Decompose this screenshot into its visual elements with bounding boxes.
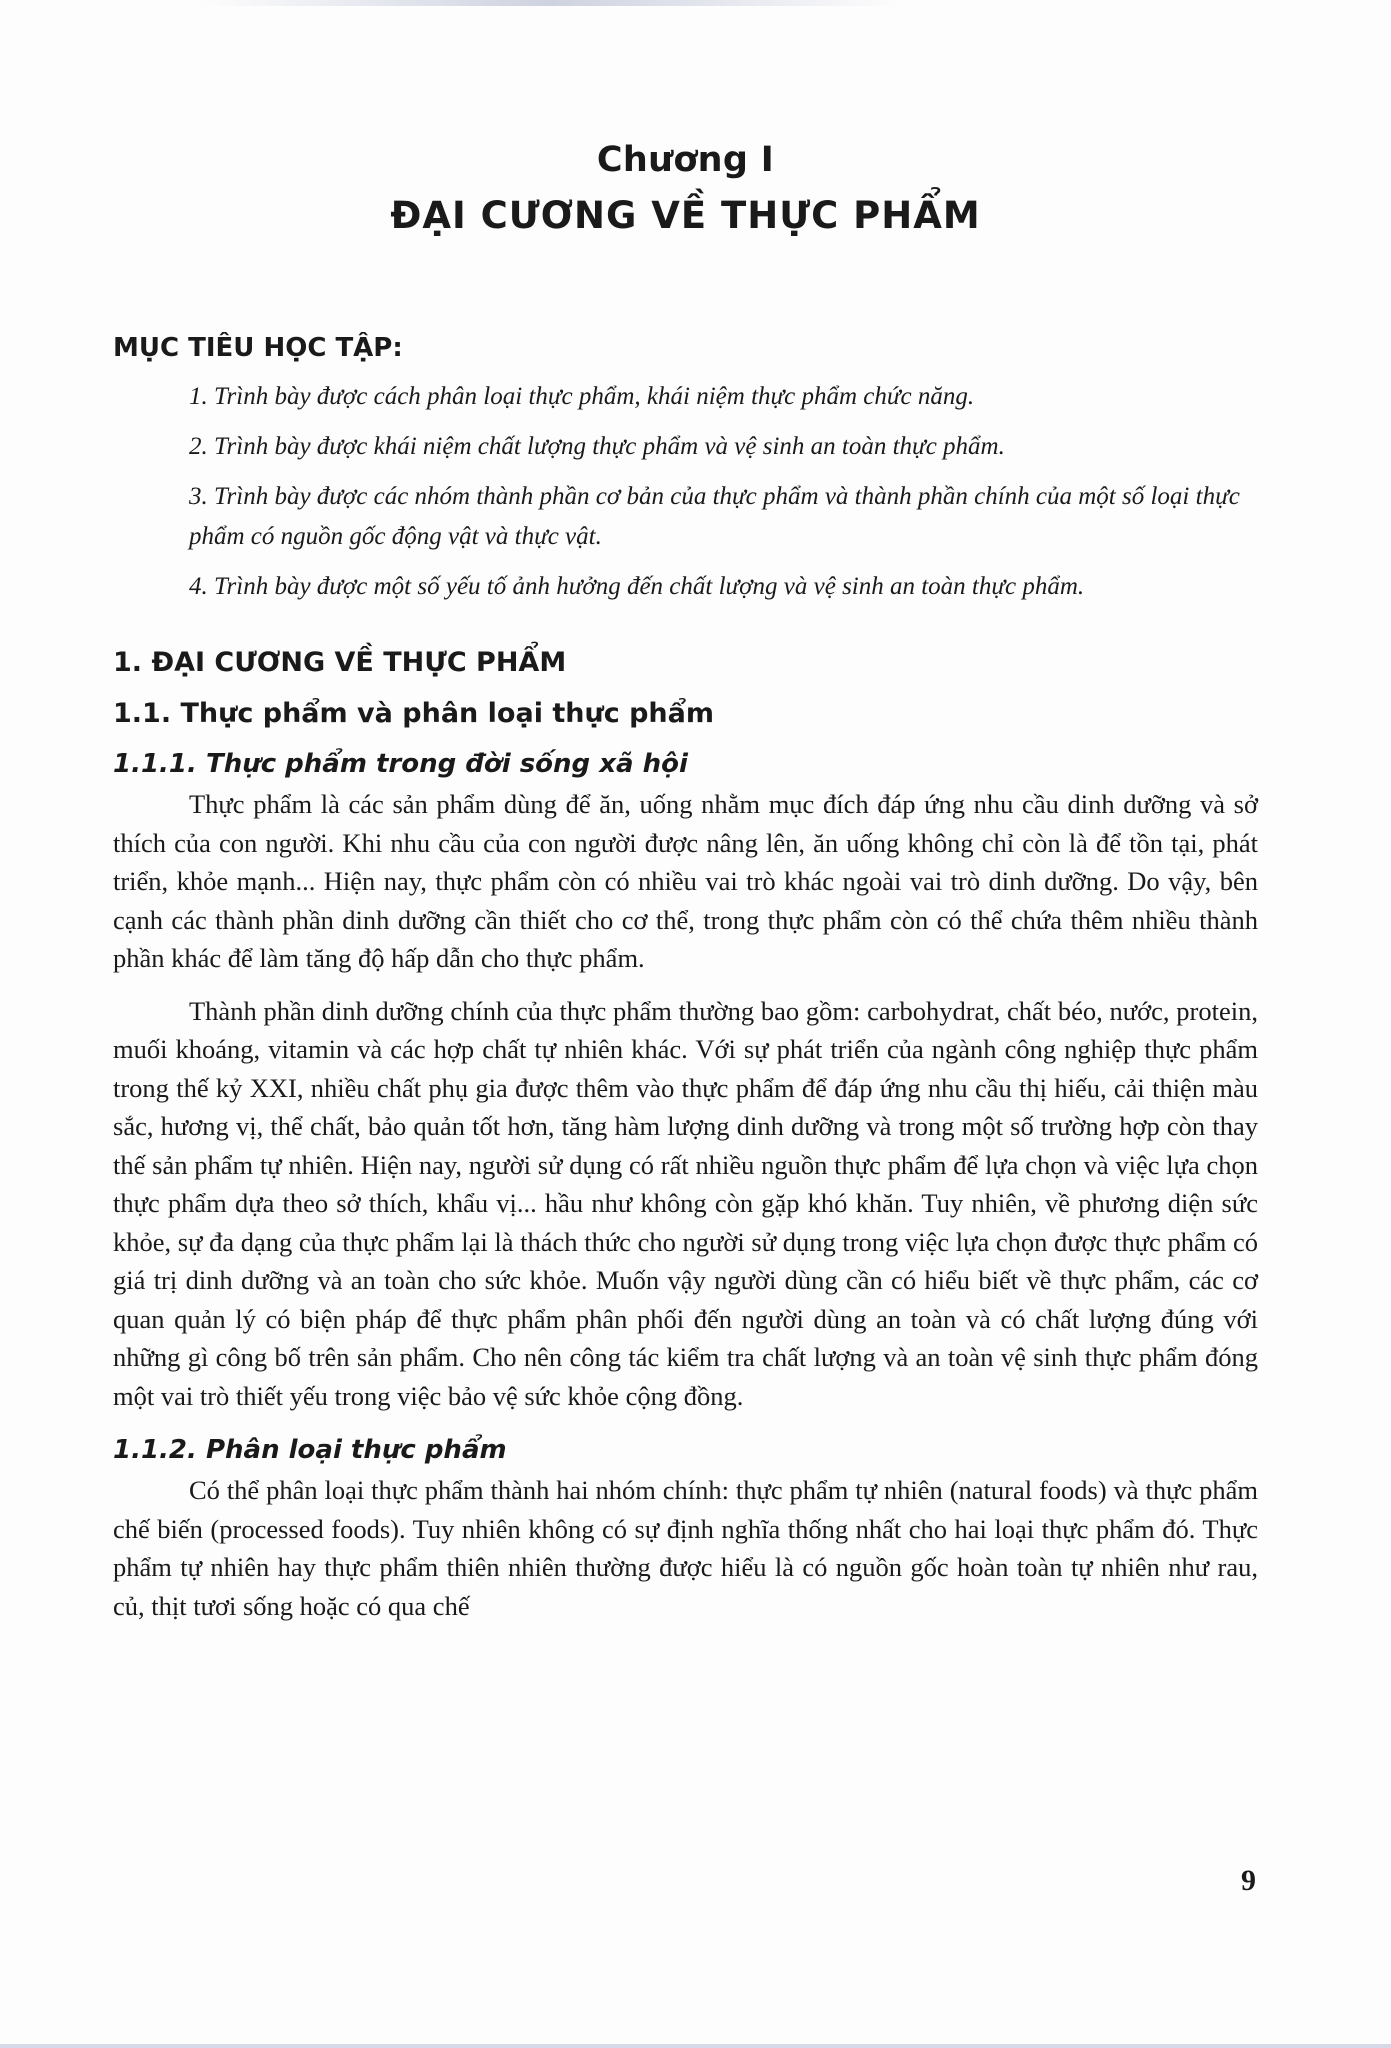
chapter-title: ĐẠI CƯƠNG VỀ THỰC PHẨM	[390, 194, 981, 237]
objective-item: 3. Trình bày được các nhóm thành phần cơ bản của thực phẩm và thành phần chính của một số loại thực phẩm có nguồn gốc động vật và thực vật.	[189, 483, 1240, 550]
objective-item: 4. Trình bày được một số yếu tố ảnh hưởng đến chất lượng và vệ sinh an toàn thực phẩm.	[189, 573, 1085, 600]
body-paragraph: Thực phẩm là các sản phẩm dùng để ăn, uống nhằm mục đích đáp ứng nhu cầu dinh dưỡng và sở thích của con người. Khi nhu cầu của con người được nâng lên, ăn uống không chỉ còn là để tồn tại, phát triển, khỏe mạnh... Hiện nay, thực phẩm còn có nhiều vai trò khác ngoài vai trò dinh dưỡng. Do vậy, bên cạnh các thành phần dinh dưỡng cần thiết cho cơ thể, trong thực phẩm còn có thể chứa thêm nhiều thành phần khác để làm tăng độ hấp dẫn cho thực phẩm.	[113, 789, 1258, 973]
body-paragraph: Thành phần dinh dưỡng chính của thực phẩm thường bao gồm: carbohydrat, chất béo, nước, protein, muối khoáng, vitamin và các hợp chất tự nhiên khác. Với sự phát triển của ngành công nghiệp thực phẩm trong thế kỷ XXI, nhiều chất phụ gia được thêm vào thực phẩm để đáp ứng nhu cầu thị hiếu, cải thiện màu sắc, hương vị, thể chất, bảo quản tốt hơn, tăng hàm lượng dinh dưỡng và trong một số trường hợp còn thay thế sản phẩm tự nhiên. Hiện nay, người sử dụng có rất nhiều nguồn thực phẩm để lựa chọn và việc lựa chọn thực phẩm dựa theo sở thích, khẩu vị... hầu như không còn gặp khó khăn. Tuy nhiên, về phương diện sức khỏe, sự đa dạng của thực phẩm lại là thách thức cho người sử dụng trong việc lựa chọn được thực phẩm có giá trị dinh dưỡng và an toàn cho sức khỏe. Muốn vậy người dùng cần có hiểu biết về thực phẩm, các cơ quan quản lý có biện pháp để thực phẩm phân phối đến người dùng an toàn và có chất lượng đúng với những gì công bố trên sản phẩm. Cho nên công tác kiểm tra chất lượng và an toàn vệ sinh thực phẩm đóng một vai trò thiết yếu trong việc bảo vệ sức khỏe cộng đồng.	[113, 995, 1258, 1411]
subsubsection-heading: 1.1.1. Thực phẩm trong đời sống xã hội	[113, 749, 688, 779]
section-heading: 1. ĐẠI CƯƠNG VỀ THỰC PHẨM	[113, 647, 567, 678]
scan-edge-bottom	[0, 2044, 1391, 2048]
scan-edge-top	[200, 0, 900, 6]
objectives-list	[113, 377, 1258, 607]
page-content	[113, 140, 1258, 1625]
objectives-heading: MỤC TIÊU HỌC TẬP:	[113, 333, 403, 363]
page-number: 9	[1241, 1864, 1256, 1897]
body-paragraph: Có thể phân loại thực phẩm thành hai nhóm chính: thực phẩm tự nhiên (natural foods) và thực phẩm chế biến (processed foods). Tuy nhiên không có sự định nghĩa thống nhất cho hai loại thực phẩm đó. Thực phẩm tự nhiên hay thực phẩm thiên nhiên thường được hiểu là có nguồn gốc hoàn toàn tự nhiên như rau, củ, thịt tươi sống hoặc có qua chế	[113, 1475, 1258, 1621]
subsubsection-heading: 1.1.2. Phân loại thực phẩm	[113, 1435, 507, 1465]
objective-item: 2. Trình bày được khái niệm chất lượng thực phẩm và vệ sinh an toàn thực phẩm.	[189, 433, 1005, 460]
chapter-label: Chương I	[596, 140, 775, 180]
subsection-heading: 1.1. Thực phẩm và phân loại thực phẩm	[113, 698, 715, 729]
objective-item: 1. Trình bày được cách phân loại thực phẩm, khái niệm thực phẩm chức năng.	[189, 383, 975, 410]
